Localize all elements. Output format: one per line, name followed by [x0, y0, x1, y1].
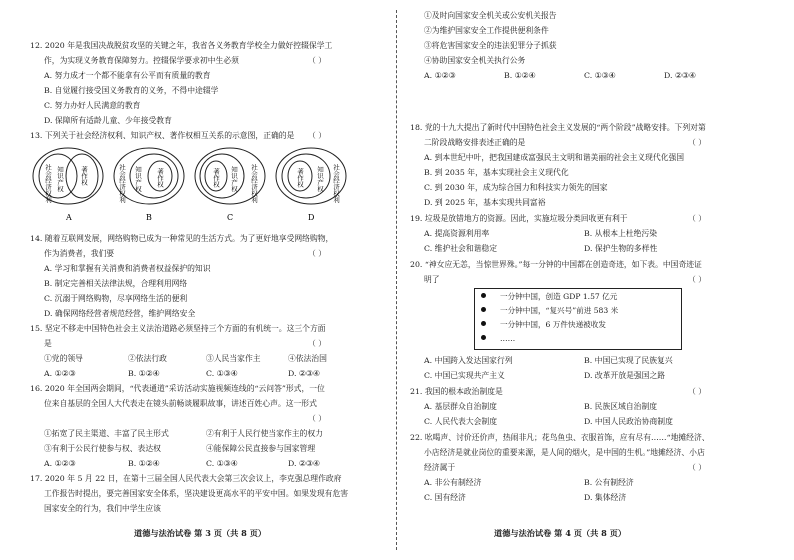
q13-diagram-d[interactable]: [276, 148, 346, 222]
q20-fact-row: 一分钟中国，创造 GDP 1.57 亿元: [481, 292, 617, 302]
q15-stem: 15. 坚定不移走中国特色社会主义法治道路必须坚持三个方面的有机统一。这三个方面: [30, 324, 326, 333]
q12-answer-paren[interactable]: （ ）: [308, 56, 327, 65]
q13-label-a: A: [66, 213, 72, 222]
q15-option-d[interactable]: D. ②③④: [288, 369, 320, 378]
page-footer-right: 道德与法治试卷 第 4 页（共 8 页）: [494, 528, 627, 538]
q19-option-d[interactable]: D. 保护生物的多样性: [584, 244, 658, 253]
q13-stem: 13. 下列关于社会经济权利、知识产权、著作权相互关系的示意图，正确的是: [30, 131, 295, 140]
q17-option-a[interactable]: A. ①②③: [424, 71, 456, 80]
q13-label-d: D: [308, 213, 315, 222]
q21-option-d[interactable]: D. 中国人民政治协商制度: [584, 417, 673, 426]
q14-option-b[interactable]: B. 制定完善相关法律法规，合理利用网络: [44, 279, 188, 288]
q16-item-1: ①拓宽了民主渠道、丰富了民主形式: [44, 429, 169, 438]
q21-stem: 21. 我国的根本政治制度是: [410, 387, 503, 396]
q22-option-c[interactable]: C. 国有经济: [424, 493, 466, 502]
q17-stem: 国家安全的行为，我们中学生应该: [44, 504, 161, 513]
q18-option-b[interactable]: B. 到 2035 年，基本实现社会主义现代化: [424, 168, 569, 177]
q15-option-b[interactable]: B. ①②④: [128, 369, 160, 378]
q13-b-label-outer: 社会经济权利: [118, 164, 126, 203]
q19-option-b[interactable]: B. 从根本上杜绝污染: [584, 229, 658, 238]
q17-item-4: ④协助国家安全机关执行公务: [424, 56, 526, 65]
q19-option-c[interactable]: C. 维护社会和谐稳定: [424, 244, 498, 253]
q20-stem: 明了: [424, 275, 440, 284]
q14-option-d[interactable]: D. 确保网络经营者规范经营，维护网络安全: [44, 309, 196, 318]
q21-option-c[interactable]: C. 人民代表大会制度: [424, 417, 498, 426]
q13-diagram-c[interactable]: [195, 148, 265, 222]
q20-stem: 20. “神女应无恙，当惊世界殊。”每一分钟的中国都在创造奇迹，如下表。中国奇迹证: [410, 260, 702, 269]
q13-c-label-outer: 社会经济权利: [250, 164, 258, 203]
q20-fact-row: 一分钟中国，“复兴号”前进 583 米: [481, 306, 618, 316]
q15-item-2: ②依法行政: [128, 354, 167, 363]
q13-b-label-middle: 知识产权: [134, 166, 142, 192]
q22-stem: 小店经济是就业岗位的重要来源，是人间的烟火，是中国的生机。”地摊经济、小店: [424, 448, 705, 457]
q16-option-d[interactable]: D. ②③④: [288, 459, 320, 468]
q13-a-label-middle: 知识产权: [56, 166, 64, 192]
q12-stem: 作，为实现义务教育保障努力。控辍保学要求初中生必须: [44, 56, 239, 65]
q20-option-c[interactable]: C. 中国已实现共产主义: [424, 371, 505, 380]
q18-stem: 18. 党的十九大提出了新时代中国特色社会主义发展的“两个阶段”战略安排。下列对第: [410, 123, 706, 132]
q22-option-a[interactable]: A. 非公有制经济: [424, 478, 482, 487]
q13-label-b: B: [146, 213, 152, 222]
q13-label-c: C: [227, 213, 234, 222]
bullet-icon: [481, 335, 486, 340]
q17-option-b[interactable]: B. ①②④: [504, 71, 536, 80]
q15-item-4: ④依法治国: [288, 354, 327, 363]
q21-option-a[interactable]: A. 基层群众自治制度: [424, 402, 497, 411]
q16-item-3: ③有利于公民行使参与权、表达权: [44, 444, 161, 453]
q20-fact-box: [474, 288, 682, 350]
q15-item-1: ①党的领导: [44, 354, 83, 363]
q17-stem: 17. 2020 年 5 月 22 日，在第十三届全国人民代表大会第三次会议上，李克强总理作政府: [30, 474, 342, 483]
q22-option-b[interactable]: B. 公有制经济: [584, 478, 634, 487]
q17-stem: 工作报告时提出，要完善国家安全体系，坚决建设更高水平的平安中国。如果发现有危害: [44, 489, 349, 498]
q17-item-1: ①及时向国家安全机关或公安机关报告: [424, 11, 557, 20]
q17-item-2: ②为维护国家安全工作提供便利条件: [424, 26, 549, 35]
q12-option-c[interactable]: C. 努力办好人民满意的教育: [44, 101, 141, 110]
q16-stem: 位来自基层的全国人大代表走在镜头前畅谈履职故事，讲述百姓心声。这一形式: [44, 399, 317, 408]
q16-answer-paren[interactable]: （ ）: [308, 414, 327, 423]
q22-answer-paren[interactable]: （ ）: [688, 463, 707, 472]
q14-stem: 作为消费者，我们要: [44, 249, 115, 258]
q16-option-b[interactable]: B. ①②④: [128, 459, 160, 468]
q20-option-d[interactable]: D. 改革开放是强国之路: [584, 371, 666, 380]
bullet-icon: [481, 321, 486, 326]
q12-option-b[interactable]: B. 自觉履行接受国义务教育的义务，不得中途辍学: [44, 86, 219, 95]
page-footer-left: 道德与法治试卷 第 3 页（共 8 页）: [134, 528, 267, 538]
q15-stem: 是: [44, 339, 52, 348]
q14-option-a[interactable]: A. 学习和掌握有关消费和消费者权益保护的知识: [44, 264, 211, 273]
q15-item-3: ③人民当家作主: [206, 354, 261, 363]
q13-b-label-inner: 著作权: [156, 168, 164, 188]
q13-a-label-outer: 社会经济权利: [44, 164, 52, 203]
q13-diagram-b[interactable]: [114, 148, 184, 222]
q16-option-a[interactable]: A. ①②③: [44, 459, 76, 468]
q13-answer-paren[interactable]: （ ）: [308, 131, 327, 140]
q12-option-d[interactable]: D. 保障所有适龄儿童、少年接受教育: [44, 116, 172, 125]
q21-answer-paren[interactable]: （ ）: [688, 387, 707, 396]
q13-d-label-middle: 知识产权: [316, 166, 324, 192]
q13-diagram-a[interactable]: [33, 148, 103, 222]
q20-answer-paren[interactable]: （ ）: [688, 275, 707, 284]
q13-d-label-outer: 社会经济权利: [332, 164, 340, 203]
q19-option-a[interactable]: A. 提高资源利用率: [424, 229, 490, 238]
q20-option-a[interactable]: A. 中国跨入发达国家行列: [424, 356, 513, 365]
left-page: [0, 0, 396, 560]
q17-option-d[interactable]: D. ②③④: [664, 71, 696, 80]
q13-c-label-middle: 知识产权: [230, 166, 238, 192]
right-page: [398, 0, 794, 560]
q21-option-b[interactable]: B. 民族区域自治制度: [584, 402, 658, 411]
q19-answer-paren[interactable]: （ ）: [688, 214, 707, 223]
q13-c-label-inner: 著作权: [212, 168, 220, 188]
q18-stem: 二阶段战略安排表述正确的是: [424, 138, 526, 147]
q15-answer-paren[interactable]: （ ）: [308, 339, 327, 348]
q20-option-b[interactable]: B. 中国已实现了民族复兴: [584, 356, 673, 365]
q16-stem: 16. 2020 年全国两会期间，“代表通道”采访活动实施视频连线的“云问答”形式，一位: [30, 384, 325, 393]
q17-item-3: ③将危害国家安全的违法犯罪分子抓获: [424, 41, 557, 50]
q20-fact-row: 一分钟中国，6 万件快递被收发: [481, 320, 606, 330]
q20-fact-row: ……: [481, 334, 515, 344]
page-divider: [396, 10, 397, 550]
q17-option-c[interactable]: C. ①③④: [584, 71, 616, 80]
q13-d-label-inner: 著作权: [296, 168, 304, 188]
q14-answer-paren[interactable]: （ ）: [308, 249, 327, 258]
q18-answer-paren[interactable]: （ ）: [688, 138, 707, 147]
q16-item-4: ④能保障公民直接参与国家管理: [206, 444, 316, 453]
q14-option-c[interactable]: C. 沉溺于网络购物，尽享网络生活的便利: [44, 294, 188, 303]
q12-option-a[interactable]: A. 努力成才一个都不能拿有公平而有质量的教育: [44, 71, 211, 80]
q14-stem: 14. 随着互联网发展，网络购物已成为一种常见的生活方式。为了更好地享受网络购物，: [30, 234, 334, 243]
q15-option-c[interactable]: C. ①③④: [206, 369, 238, 378]
q13-a-label-inner: 著作权: [80, 166, 88, 186]
q18-option-a[interactable]: A. 到本世纪中叶，把我国建成富强民主文明和谐美丽的社会主义现代化强国: [424, 153, 685, 162]
q22-stem: 经济属于: [424, 463, 456, 472]
q15-option-a[interactable]: A. ①②③: [44, 369, 76, 378]
q22-option-d[interactable]: D. 集体经济: [584, 493, 627, 502]
q18-option-c[interactable]: C. 到 2030 年，成为综合国力和科技实力领先的国家: [424, 183, 608, 192]
bullet-icon: [481, 293, 486, 298]
q22-stem: 22. 吆喝声、讨价还价声，热闹非凡；花鸟鱼虫、衣服首饰，应有尽有……“地摊经济、: [410, 433, 710, 442]
q19-stem: 19. 垃圾是放错地方的资源。因此，实施垃圾分类回收更有利于: [410, 214, 628, 223]
q13-venn-diagrams: [30, 146, 348, 224]
q16-option-c[interactable]: C. ①③④: [206, 459, 238, 468]
q16-item-2: ②有利于人民行使当家作主的权力: [206, 429, 323, 438]
bullet-icon: [481, 307, 486, 312]
q12-stem: 12. 2020 年是我国决战脱贫攻坚的关键之年，我省各义务教育学校全力做好控辍保学工: [30, 41, 333, 50]
q18-option-d[interactable]: D. 到 2025 年，基本实现共同富裕: [424, 198, 546, 207]
